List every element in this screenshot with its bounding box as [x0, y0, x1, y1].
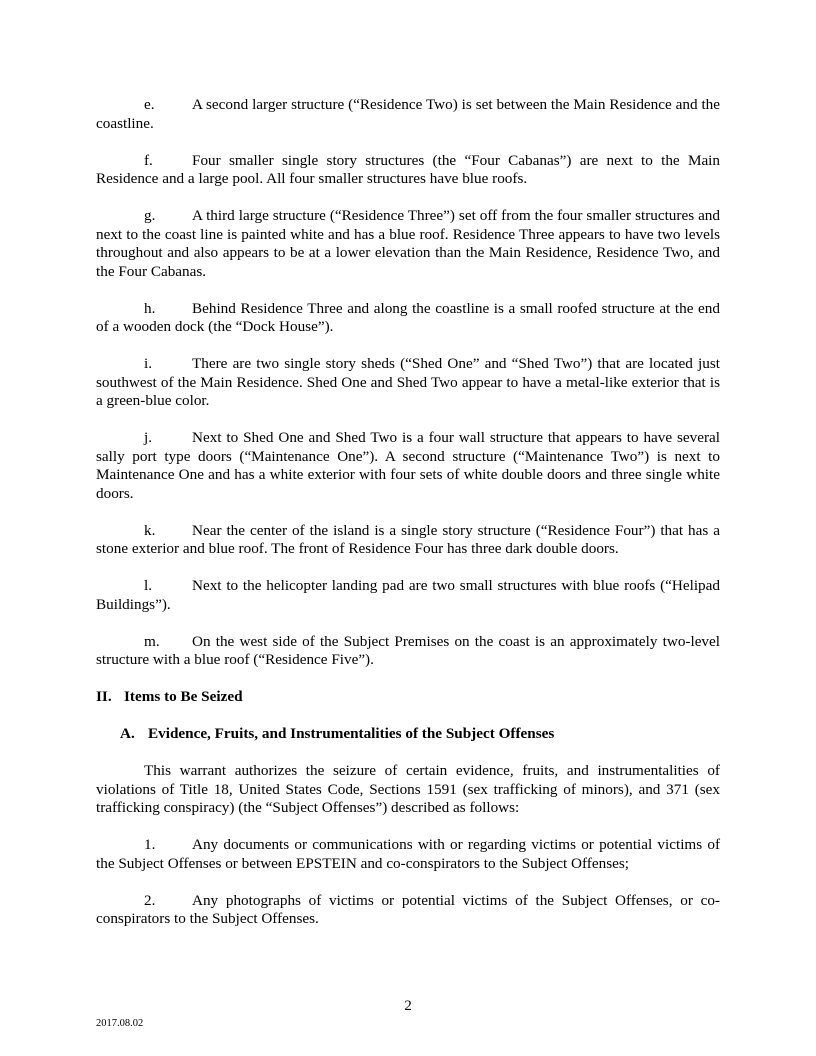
- list-marker: j.: [144, 429, 153, 446]
- list-marker: e.: [144, 96, 155, 113]
- numbered-item-text: Any documents or communications with or regarding victims or potential victims of the Subject Offenses or between EPSTEIN and co-conspirators to the Subject Offenses;: [96, 836, 720, 872]
- list-item-g: [96, 207, 720, 281]
- section-number: II.: [96, 688, 112, 705]
- document-page: [96, 96, 720, 947]
- subsection-heading: [120, 725, 720, 744]
- numbered-item-2: [96, 892, 720, 929]
- list-item-k: [96, 522, 720, 559]
- list-marker: h.: [144, 299, 156, 317]
- list-item-i: [96, 355, 720, 411]
- list-item-text: Next to the helicopter landing pad are two small structures with blue roofs (“Helipad Buildings”).: [96, 577, 720, 613]
- list-item-j: [96, 429, 720, 503]
- list-item-l: [96, 577, 720, 614]
- list-item-text: Near the center of the island is a single story structure (“Residence Four”) that has a stone exterior and blue roof. The front of Residence Four has three dark double doors.: [96, 521, 720, 557]
- numbered-marker: 2.: [144, 891, 156, 909]
- list-item-text: A third large structure (“Residence Three”) set off from the four smaller structures and next to the coast line is painted white and has a blue roof. Residence Three appears to have two levels throughout and also appears to be at a lower elevation than the Main Residence, Residence Two, and the Four Cabanas.: [96, 207, 720, 280]
- list-marker: m.: [144, 632, 160, 650]
- list-item-f: [96, 152, 720, 189]
- list-marker: l.: [144, 577, 153, 594]
- numbered-item-text: Any photographs of victims or potential victims of the Subject Offenses, or co-conspirators to the Subject Offenses.: [96, 891, 720, 927]
- list-item-e: [96, 96, 720, 133]
- list-marker: k.: [144, 521, 156, 539]
- footer-date-code: 2017.08.02: [96, 1018, 144, 1029]
- list-item-text: Four smaller single story structures (the “Four Cabanas”) are next to the Main Residence and a large pool. All four smaller structures have blue roofs.: [96, 151, 720, 187]
- list-item-text: Next to Shed One and Shed Two is a four wall structure that appears to have several sally port type doors (“Maintenance One”). A second structure (“Maintenance Two”) is next to Maintenance One and has a white exterior with four sets of white double doors and three single white doors.: [96, 429, 720, 502]
- list-item-text: Behind Residence Three and along the coastline is a small roofed structure at the end of a wooden dock (the “Dock House”).: [96, 299, 720, 335]
- list-item-text: A second larger structure (“Residence Two) is set between the Main Residence and the coastline.: [96, 96, 720, 132]
- section-heading: [96, 688, 720, 707]
- subsection-title: Evidence, Fruits, and Instrumentalities of the Subject Offenses: [148, 725, 555, 742]
- list-item-text: There are two single story sheds (“Shed One” and “Shed Two”) that are located just southwest of the Main Residence. Shed One and Shed Two appear to have a metal-like exterior that is a green-blue color.: [96, 355, 720, 409]
- page-number: 2: [404, 997, 412, 1014]
- subsection-number: A.: [120, 725, 135, 742]
- list-item-h: [96, 300, 720, 337]
- intro-paragraph: This warrant authorizes the seizure of certain evidence, fruits, and instrumentalities of violations of Title 18, United States Code, Sections 1591 (sex trafficking of minors), and 371 (sex trafficking conspiracy) (the “Subject Offenses”) described as follows:: [96, 762, 720, 816]
- list-item-text: On the west side of the Subject Premises on the coast is an approximately two-level structure with a blue roof (“Residence Five”).: [96, 632, 720, 668]
- numbered-marker: 1.: [144, 836, 156, 853]
- list-marker: i.: [144, 355, 153, 372]
- list-marker: g.: [144, 207, 156, 224]
- list-marker: f.: [144, 151, 153, 169]
- section-title: Items to Be Seized: [124, 688, 243, 705]
- numbered-item-1: [96, 836, 720, 873]
- list-item-m: [96, 633, 720, 670]
